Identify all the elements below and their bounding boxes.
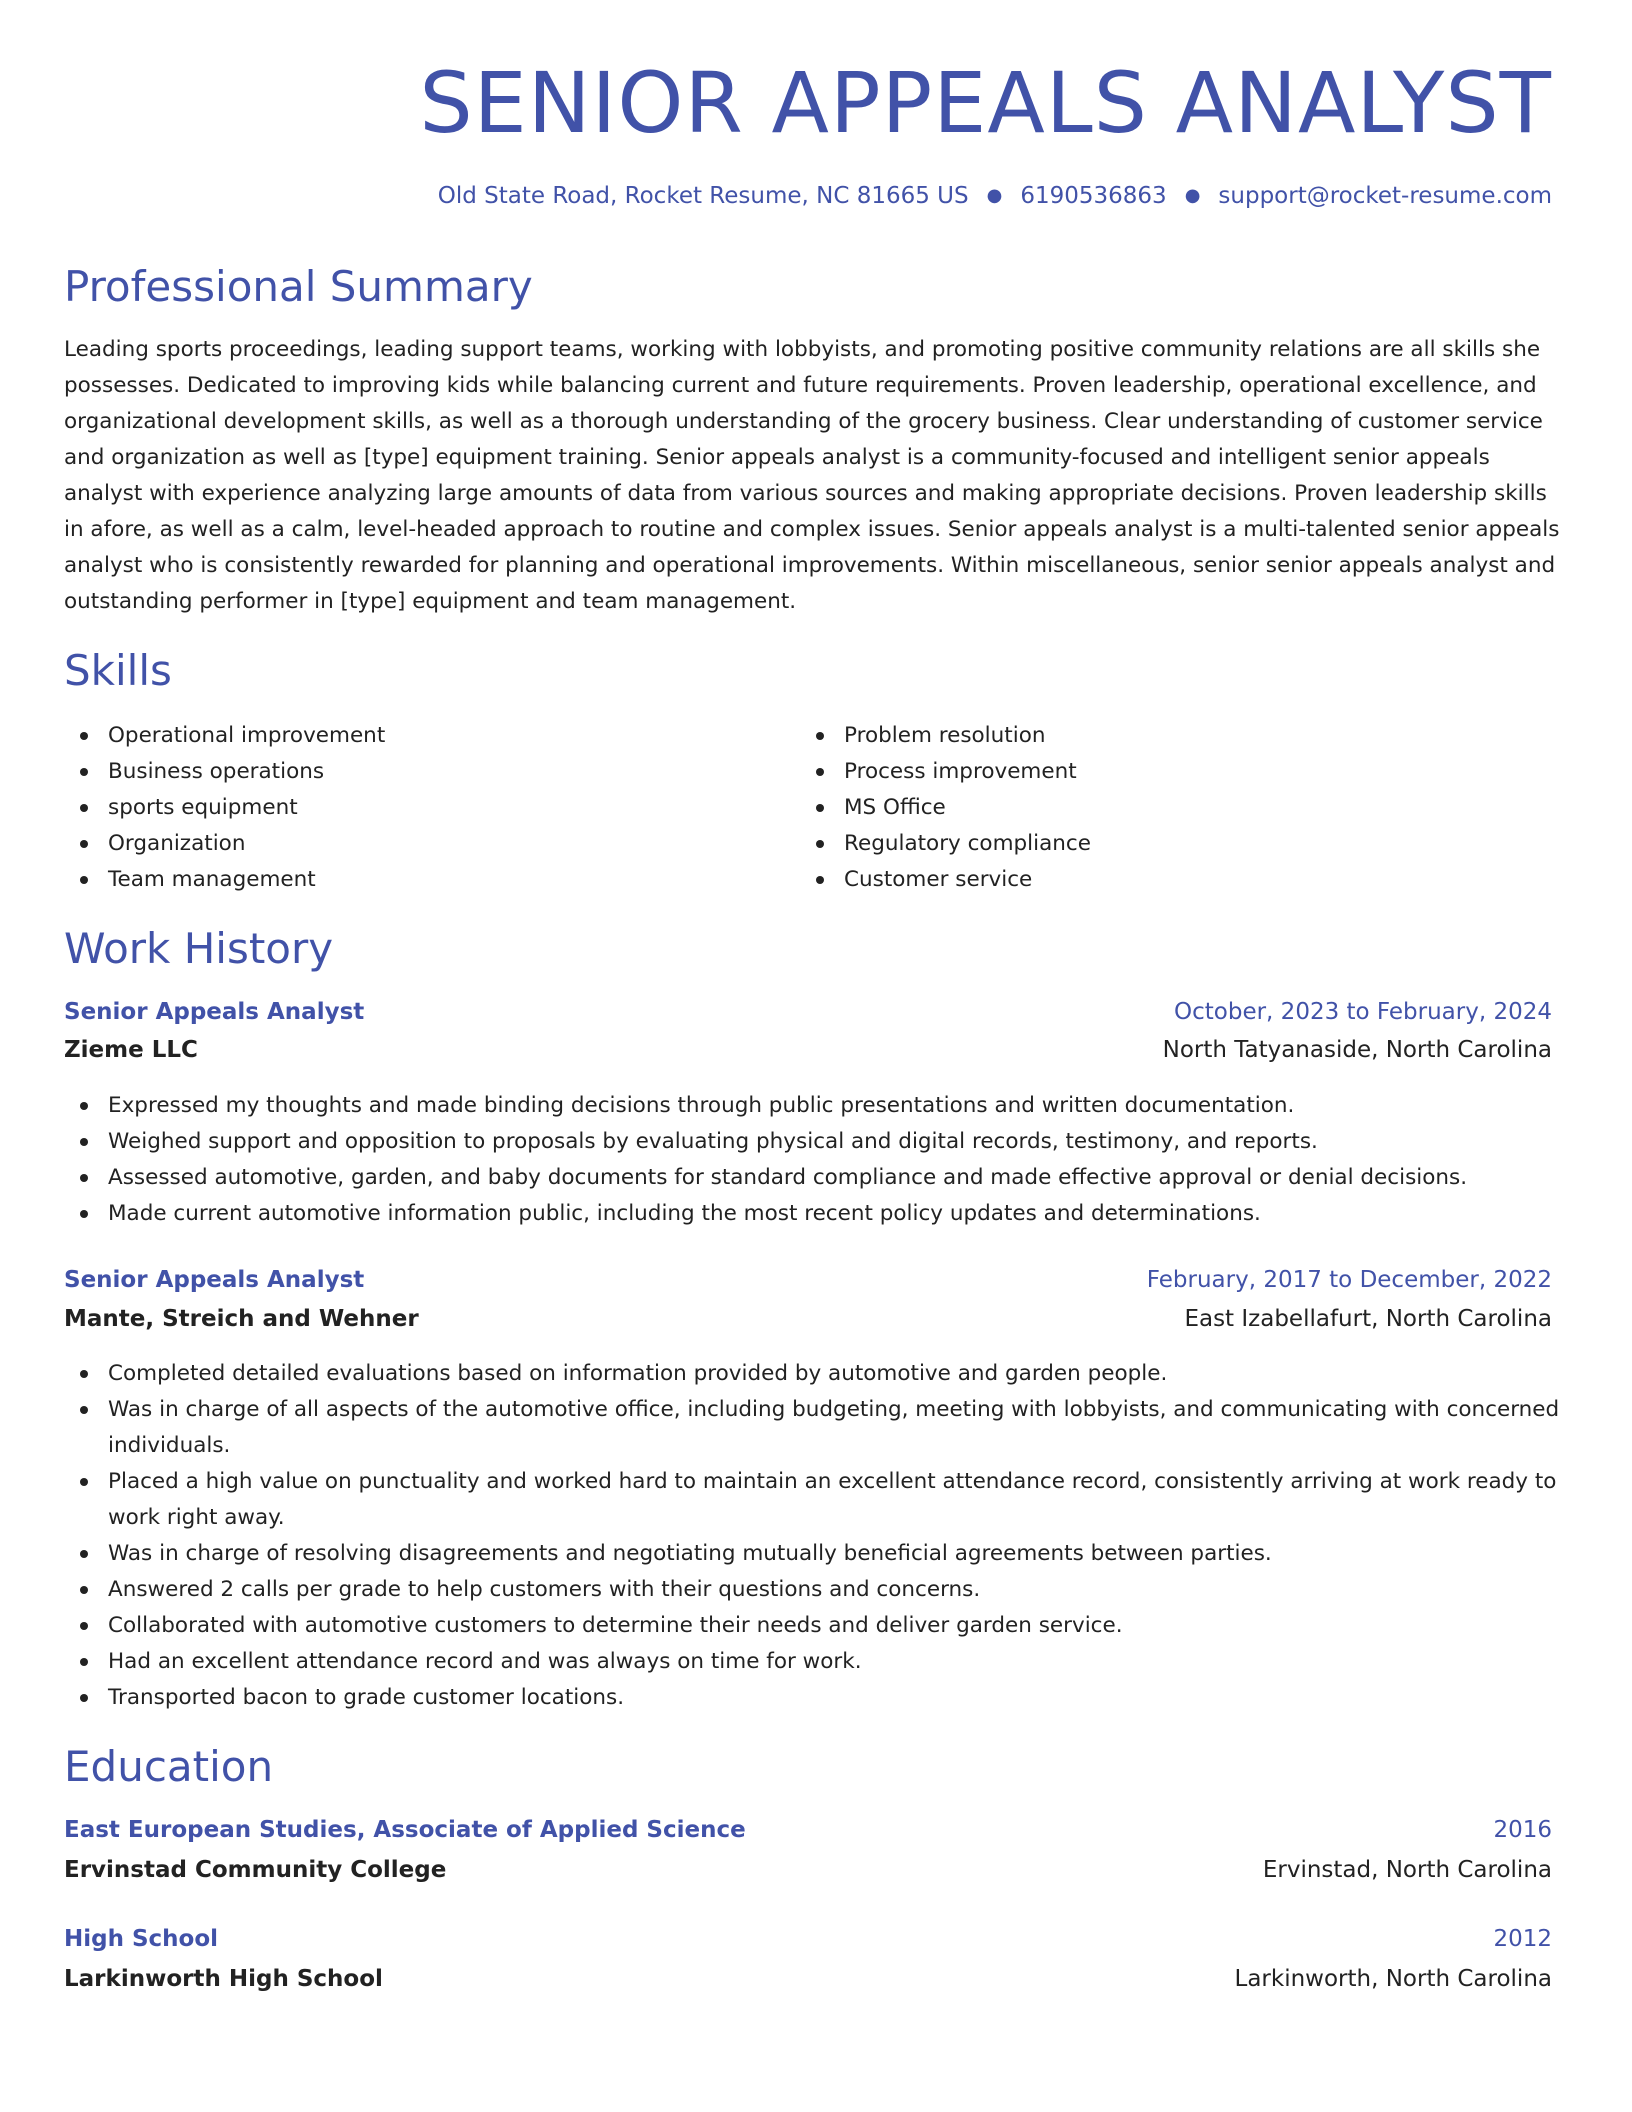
job-bullet: Answered 2 calls per grade to help customers with their questions and concerns. <box>64 1572 1568 1608</box>
education-title: Education <box>64 1742 274 1791</box>
skill-item: Process improvement <box>800 754 1480 790</box>
contact-phone: 6190536863 <box>1020 183 1167 209</box>
skill-item: Organization <box>64 826 744 862</box>
education-school: Larkinworth High School <box>64 1966 383 1992</box>
work-history-title: Work History <box>64 924 334 973</box>
skill-item: Team management <box>64 862 744 898</box>
education-header <box>64 1814 1552 1846</box>
education-school: Ervinstad Community College <box>64 1857 447 1883</box>
job-company: Mante, Streich and Wehner <box>64 1306 419 1332</box>
separator-dot: ● <box>986 185 1003 206</box>
job-header <box>64 1264 1552 1296</box>
education-subheader <box>64 1853 1552 1887</box>
skill-item: Customer service <box>800 862 1480 898</box>
education-year: 2012 <box>1493 1926 1552 1952</box>
contact-line <box>438 180 1552 212</box>
skills-list-left <box>64 718 744 898</box>
job-subheader <box>64 1302 1552 1336</box>
job-location: North Tatyanaside, North Carolina <box>1162 1037 1552 1063</box>
resume-name: SENIOR APPEALS ANALYST <box>419 54 1552 152</box>
job-title: Senior Appeals Analyst <box>64 1267 365 1293</box>
education-degree: East European Studies, Associate of Applied Science <box>64 1817 746 1843</box>
job-bullet: Placed a high value on punctuality and worked hard to maintain an excellent attendance record, consistently arriving at work ready to work right away. <box>64 1464 1568 1536</box>
education-header <box>64 1923 1552 1955</box>
skill-item: Regulatory compliance <box>800 826 1480 862</box>
job-subheader <box>64 1033 1552 1067</box>
job-bullet: Collaborated with automotive customers to determine their needs and deliver garden service. <box>64 1608 1568 1644</box>
job-bullet: Weighed support and opposition to proposals by evaluating physical and digital records, testimony, and reports. <box>64 1124 1568 1160</box>
job-bullet: Expressed my thoughts and made binding decisions through public presentations and written documentation. <box>64 1088 1568 1124</box>
job-bullet: Made current automotive information public, including the most recent policy updates and determinations. <box>64 1196 1568 1232</box>
job-title: Senior Appeals Analyst <box>64 999 365 1025</box>
education-location: Larkinworth, North Carolina <box>1234 1966 1552 1992</box>
job-company: Zieme LLC <box>64 1037 198 1063</box>
job-bullet: Assessed automotive, garden, and baby documents for standard compliance and made effective approval or denial decisions. <box>64 1160 1568 1196</box>
job-bullet: Had an excellent attendance record and was always on time for work. <box>64 1644 1568 1680</box>
education-year: 2016 <box>1493 1817 1552 1843</box>
education-location: Ervinstad, North Carolina <box>1262 1857 1552 1883</box>
summary-text: Leading sports proceedings, leading support teams, working with lobbyists, and promoting positive community relations are all skills she possesses. Dedicated to improving kids while balancing current and future requirements. Proven leadership, operational excellence, and organizational development skills, as well as a thorough understanding of the grocery business. Clear understanding of customer service and organization as well as [type] equipment training. Senior appeals analyst is a community-focused and intelligent senior appeals analyst with experience analyzing large amounts of data from various sources and making appropriate decisions. Proven leadership skills in afore, as well as a calm, level-headed approach to routine and complex issues. Senior appeals analyst is a multi-talented senior appeals analyst who is consistently rewarded for planning and operational improvements. Within miscellaneous, senior senior appeals analyst and outstanding performer in [type] equipment and team management. <box>64 337 1560 614</box>
job-bullets <box>64 1088 1568 1232</box>
job-bullet: Was in charge of all aspects of the automotive office, including budgeting, meeting with lobbyists, and communicating with concerned individuals. <box>64 1392 1568 1464</box>
education-degree: High School <box>64 1926 219 1952</box>
contact-address: Old State Road, Rocket Resume, NC 81665 US <box>437 183 969 209</box>
job-bullet: Was in charge of resolving disagreements and negotiating mutually beneficial agreements between parties. <box>64 1536 1568 1572</box>
job-bullets <box>64 1356 1568 1716</box>
job-dates: October, 2023 to February, 2024 <box>1174 999 1552 1025</box>
job-dates: February, 2017 to December, 2022 <box>1146 1267 1552 1293</box>
skill-item: sports equipment <box>64 790 744 826</box>
skill-item: Operational improvement <box>64 718 744 754</box>
skill-item: MS Office <box>800 790 1480 826</box>
summary-title: Professional Summary <box>64 262 533 311</box>
contact-email: support@rocket-resume.com <box>1218 183 1552 209</box>
job-bullet: Transported bacon to grade customer locations. <box>64 1680 1568 1716</box>
separator-dot: ● <box>1184 185 1201 206</box>
skill-item: Business operations <box>64 754 744 790</box>
skills-title: Skills <box>64 646 172 695</box>
job-bullet: Completed detailed evaluations based on information provided by automotive and garden people. <box>64 1356 1568 1392</box>
job-header <box>64 996 1552 1028</box>
skills-list-right <box>800 718 1480 898</box>
job-location: East Izabellafurt, North Carolina <box>1184 1306 1552 1332</box>
skill-item: Problem resolution <box>800 718 1480 754</box>
education-subheader <box>64 1962 1552 1996</box>
